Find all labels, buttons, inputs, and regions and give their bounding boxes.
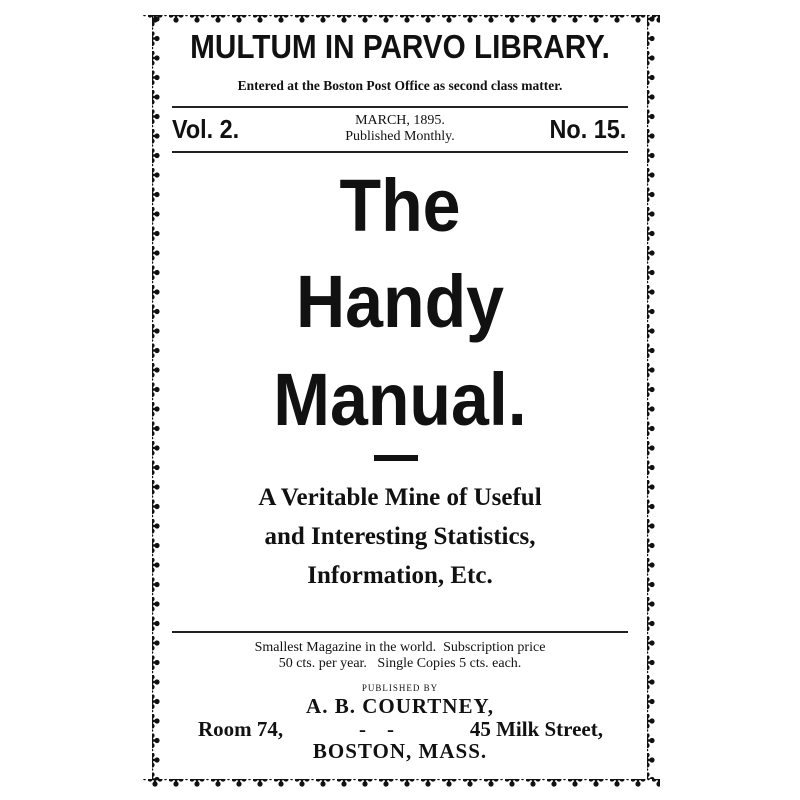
address-dashes: - -: [359, 717, 394, 741]
volume: Vol. 2.: [172, 114, 240, 144]
subtitle-line: A Veritable Mine of Useful: [258, 484, 542, 511]
publisher-name: A. B. COURTNEY,: [306, 694, 494, 718]
divider: [172, 106, 628, 108]
main-title-line: Handy: [295, 260, 505, 343]
subtitle-line: Information, Etc.: [307, 562, 493, 589]
divider: [172, 151, 628, 153]
info-line: Smallest Magazine in the world. Subscription price: [254, 640, 546, 655]
separator-dash: [374, 455, 418, 461]
postal-note: Entered at the Boston Post Office as second class matter.: [237, 78, 563, 93]
address-street: 45 Milk Street,: [469, 717, 603, 741]
library-title: MULTUM IN PARVO LIBRARY.: [190, 28, 610, 65]
divider: [172, 631, 628, 633]
main-title-line: The: [339, 164, 461, 247]
city: BOSTON, MASS.: [312, 739, 488, 763]
subtitle-line: and Interesting Statistics,: [264, 523, 536, 550]
frequency: Published Monthly.: [345, 129, 455, 144]
issue-number: No. 15.: [549, 114, 626, 144]
issue-date: MARCH, 1895.: [355, 113, 445, 128]
main-title-line: Manual.: [273, 358, 527, 441]
info-line: 50 cts. per year. Single Copies 5 cts. each.: [278, 656, 522, 671]
published-by: PUBLISHED BY: [361, 683, 439, 693]
address-room: Room 74,: [198, 717, 284, 741]
